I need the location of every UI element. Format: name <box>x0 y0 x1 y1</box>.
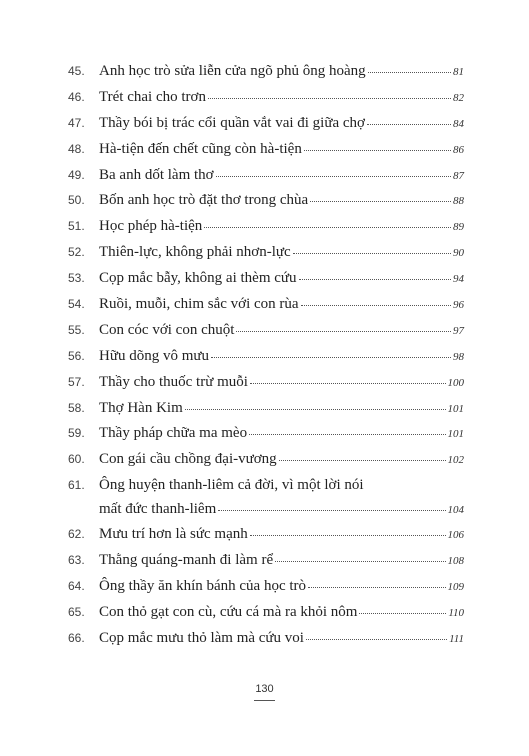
dot-leader <box>236 330 451 332</box>
entry-page: 81 <box>453 66 464 78</box>
entry-number: 64. <box>68 579 85 594</box>
entry-title: Ba anh dốt làm thơ <box>99 166 214 183</box>
toc-entry <box>68 218 464 244</box>
entry-page: 86 <box>453 143 464 156</box>
dot-leader <box>208 97 451 99</box>
entry-page: 102 <box>447 454 464 467</box>
toc-entry <box>68 296 464 322</box>
entry-number: 63. <box>68 553 85 568</box>
entry-number: 52. <box>68 245 85 260</box>
entry-page: 109 <box>447 581 464 594</box>
entry-title: Ông thầy ăn khín bánh của học trò <box>99 578 307 595</box>
entry-number: 56. <box>68 348 85 363</box>
footer-rule <box>254 700 275 701</box>
entry-page: 101 <box>447 428 464 441</box>
entry-page: 87 <box>453 169 464 182</box>
toc-entry <box>68 578 464 604</box>
entry-number: 49. <box>68 167 85 182</box>
entry-number: 50. <box>68 193 85 208</box>
entry-title: Hà-tiện đến chết cũng còn hà-tiện <box>99 140 302 157</box>
entry-number: 58. <box>68 400 85 415</box>
toc-entry <box>68 400 464 426</box>
entry-number: 51. <box>68 219 85 234</box>
entry-title: Anh học trò sửa liễn cửa ngõ phủ ông hoàng <box>99 63 366 79</box>
toc-entry <box>68 167 464 193</box>
entry-number: 55. <box>68 322 85 337</box>
entry-number: 45. <box>68 64 85 78</box>
dot-leader <box>279 459 446 461</box>
toc-entry <box>68 374 464 400</box>
entry-title: Cọp mắc mưu thỏ làm mà cứu voi <box>99 629 304 646</box>
toc-entry <box>68 526 464 552</box>
dot-leader <box>310 200 451 202</box>
entry-page: 110 <box>448 606 464 619</box>
dot-leader <box>249 433 445 435</box>
toc-entry <box>68 552 464 578</box>
toc-entry <box>68 348 464 374</box>
entry-page: 96 <box>453 299 464 312</box>
entry-title: Con gái cầu chồng đại-vương <box>99 451 277 468</box>
dot-leader <box>211 356 451 358</box>
toc-entry <box>68 322 464 348</box>
toc-entry <box>68 270 464 296</box>
toc-entry <box>68 630 464 656</box>
dot-leader <box>299 278 451 280</box>
entry-page: 104 <box>447 504 464 517</box>
toc-entry <box>68 141 464 167</box>
entry-page: 82 <box>453 91 464 104</box>
entry-title: Trét chai cho trơn <box>99 88 206 105</box>
entry-number: 59. <box>68 426 85 441</box>
entry-title: Thợ Hàn Kim <box>99 399 183 416</box>
entry-number: 46. <box>68 89 85 104</box>
entry-page: 108 <box>447 555 464 568</box>
dot-leader <box>359 612 446 614</box>
entry-title: Cọp mắc bẫy, không ai thèm cứu <box>99 270 297 287</box>
entry-number: 54. <box>68 297 85 312</box>
entry-page: 98 <box>453 350 464 363</box>
toc-entry <box>68 89 464 115</box>
dot-leader <box>216 175 451 177</box>
dot-leader <box>308 586 445 588</box>
entry-page: 100 <box>447 376 464 389</box>
entry-page: 111 <box>449 632 464 645</box>
entry-page: 88 <box>453 195 464 208</box>
toc-entry <box>68 451 464 477</box>
entry-number: 53. <box>68 271 85 286</box>
dot-leader <box>250 382 446 384</box>
entry-number: 48. <box>68 141 85 156</box>
entry-page: 101 <box>447 402 464 415</box>
toc-entry <box>68 115 464 141</box>
entry-title-continued: mất đức thanh-liêm <box>99 501 217 518</box>
entry-title: Mưu trí hơn là sức mạnh <box>99 526 248 543</box>
entry-page: 84 <box>453 117 464 130</box>
entry-number: 47. <box>68 115 85 130</box>
entry-title: Học phép hà-tiện <box>99 218 203 235</box>
entry-page: 97 <box>453 324 464 337</box>
entry-title: Ông huyện thanh-liêm cả đời, vì một lời nói <box>99 477 364 494</box>
toc-entry <box>68 63 464 89</box>
dot-leader <box>368 71 451 73</box>
dot-leader <box>275 560 445 562</box>
dot-leader <box>367 123 451 125</box>
entry-title: Ruồi, muỗi, chim sắc với con rùa <box>99 296 299 313</box>
dot-leader <box>293 252 451 254</box>
entry-number: 66. <box>68 630 85 645</box>
entry-number: 60. <box>68 452 85 467</box>
dot-leader <box>301 304 451 306</box>
toc-entry <box>68 192 464 218</box>
entry-title: Thiên-lực, không phải nhơn-lực <box>99 244 291 261</box>
entry-title: Thầy bói bị trác cổi quần vắt vai đi giữa chợ <box>99 114 365 131</box>
toc-entry <box>68 604 464 630</box>
entry-page: 106 <box>447 529 464 542</box>
dot-leader <box>304 149 451 151</box>
entry-page: 89 <box>453 221 464 234</box>
dot-leader <box>218 509 445 511</box>
entry-title: Thầy cho thuốc trừ muỗi <box>99 373 248 390</box>
dot-leader <box>204 226 451 228</box>
dot-leader <box>250 534 446 536</box>
entry-title: Hữu dõng vô mưu <box>99 347 210 364</box>
page-number: 130 <box>255 683 274 695</box>
table-of-contents <box>68 63 464 656</box>
entry-number: 65. <box>68 604 85 619</box>
dot-leader <box>306 638 447 640</box>
dot-leader <box>185 408 446 410</box>
entry-title: Thầy pháp chữa ma mèo <box>99 425 248 442</box>
entry-title: Thằng quáng-manh đi làm rể <box>99 552 274 569</box>
entry-number: 61. <box>68 478 85 493</box>
toc-entry <box>68 477 464 526</box>
entry-title: Con cóc với con chuột <box>99 321 235 338</box>
entry-page: 94 <box>453 273 464 286</box>
toc-entry <box>68 425 464 451</box>
entry-number: 62. <box>68 527 85 542</box>
entry-number: 57. <box>68 374 85 389</box>
entry-title: Con thỏ gạt con cù, cứu cá mà ra khỏi nôm <box>99 603 358 620</box>
toc-entry <box>68 244 464 270</box>
entry-title: Bốn anh học trò đặt thơ trong chùa <box>99 192 309 209</box>
entry-page: 90 <box>453 247 464 260</box>
